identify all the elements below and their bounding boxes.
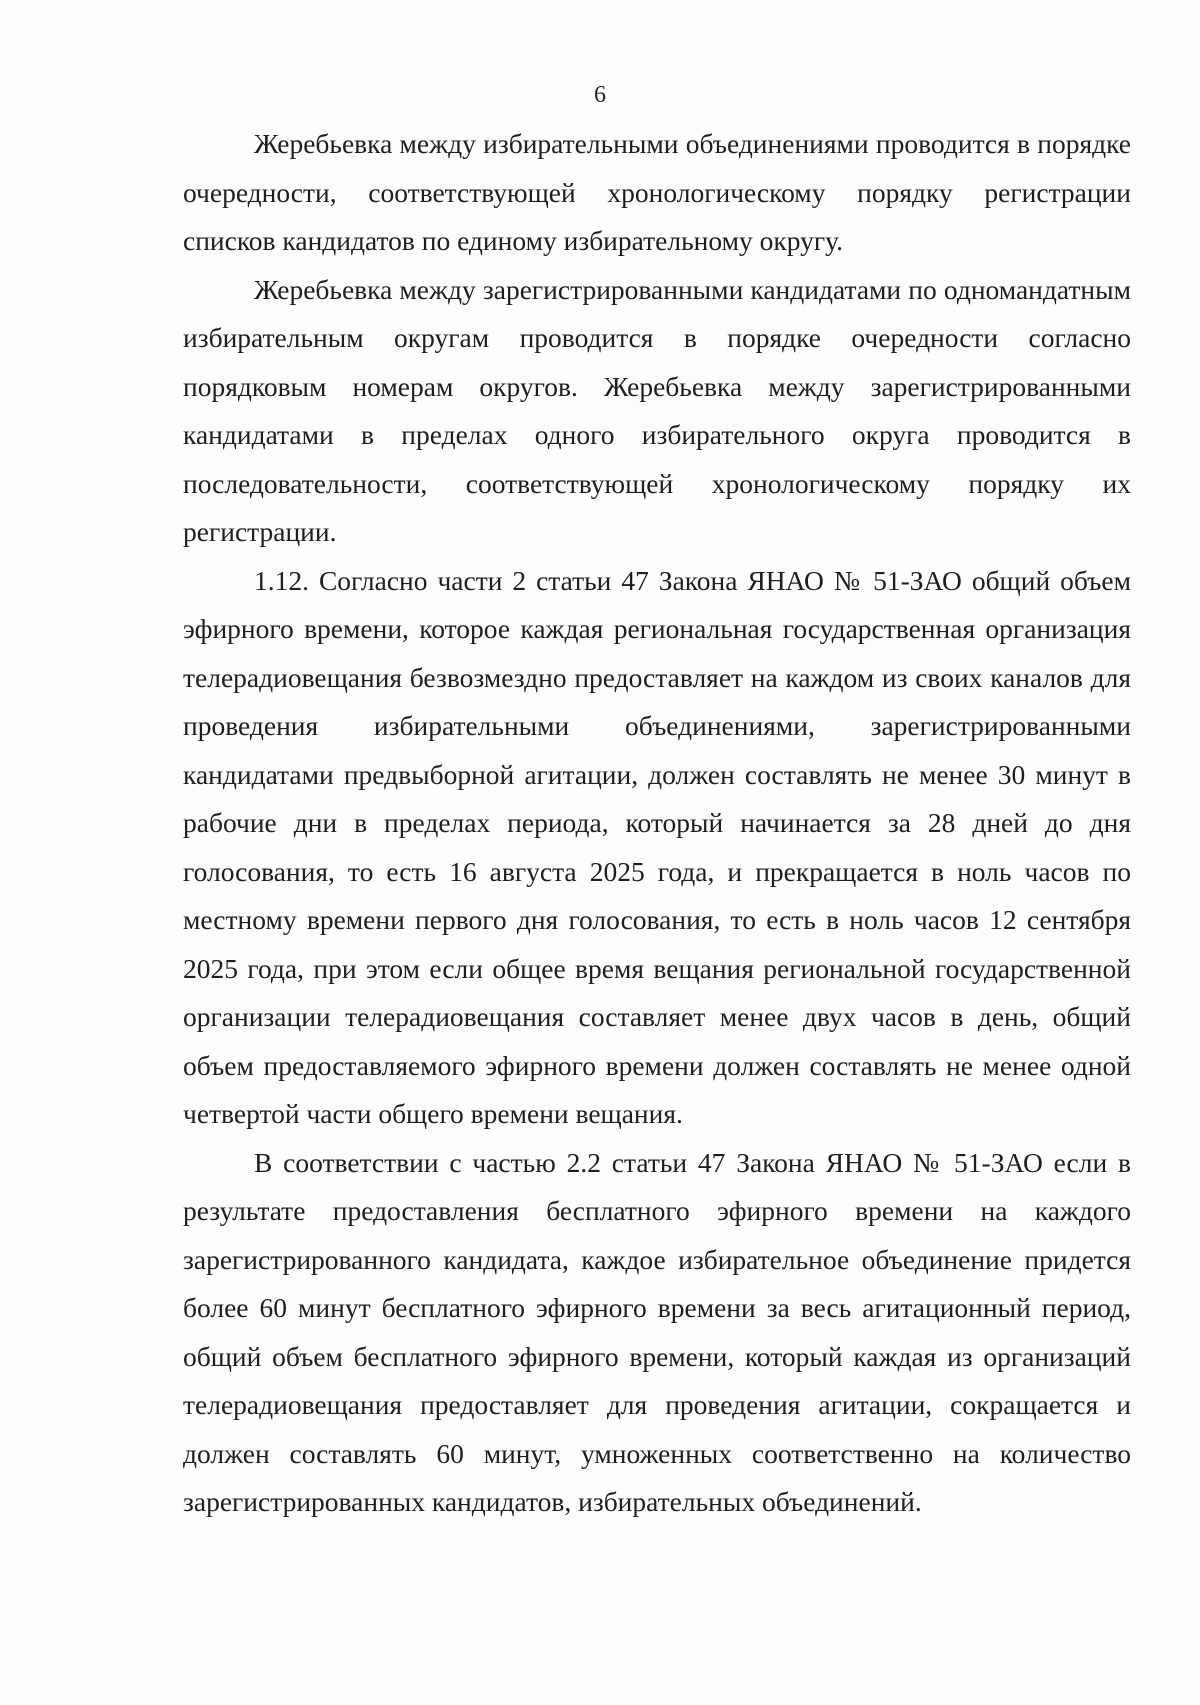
document-body xyxy=(183,120,1131,1527)
paragraph-draw-candidates: Жеребьевка между зарегистрированными кандидатами по одномандатным избирательным округам проводится в порядке очередности согласно порядковым номерам округов. Жеребьевка между зарегистрированными кандидатами в пределах одного избирательного округа проводится в последовательности, соответствующей хронологическому порядку их регистрации. xyxy=(183,273,1131,547)
paragraph-draw-parties: Жеребьевка между избирательными объединениями проводится в порядке очередности, соответствующей хронологическому порядку регистрации списков кандидатов по единому избирательному округу. xyxy=(183,128,1131,256)
page-number: 6 xyxy=(594,82,606,108)
paragraph-airtime-volume: 1.12. Согласно части 2 статьи 47 Закона ЯНАО № 51-ЗАО общий объем эфирного времени, которое каждая региональная государственная организация телерадиовещания безвозмездно предоставляет на каждом из своих каналов для проведения избирательными объединениями, зарегистрированными кандидатами предвыборной агитации, должен составлять не менее 30 минут в рабочие дни в пределах периода, который начинается за 28 дней до дня голосования, то есть 16 августа 2025 года, и прекращается в ноль часов по местному времени первого дня голосования, то есть в ноль часов 12 сентября 2025 года, при этом если общее время вещания региональной государственной организации телерадиовещания составляет менее двух часов в день, общий объем предоставляемого эфирного времени должен составлять не менее одной четвертой части общего времени вещания. xyxy=(183,564,1131,1129)
paragraph-airtime-reduction: В соответствии с частью 2.2 статьи 47 Закона ЯНАО № 51-ЗАО если в результате предоставления бесплатного эфирного времени на каждого зарегистрированного кандидата, каждое избирательное объединение придется более 60 минут бесплатного эфирного времени за весь агитационный период, общий объем бесплатного эфирного времени, который каждая из организаций телерадиовещания предоставляет для проведения агитации, сокращается и должен составлять 60 минут, умноженных соответственно на количество зарегистрированных кандидатов, избирательных объединений. xyxy=(183,1146,1131,1517)
